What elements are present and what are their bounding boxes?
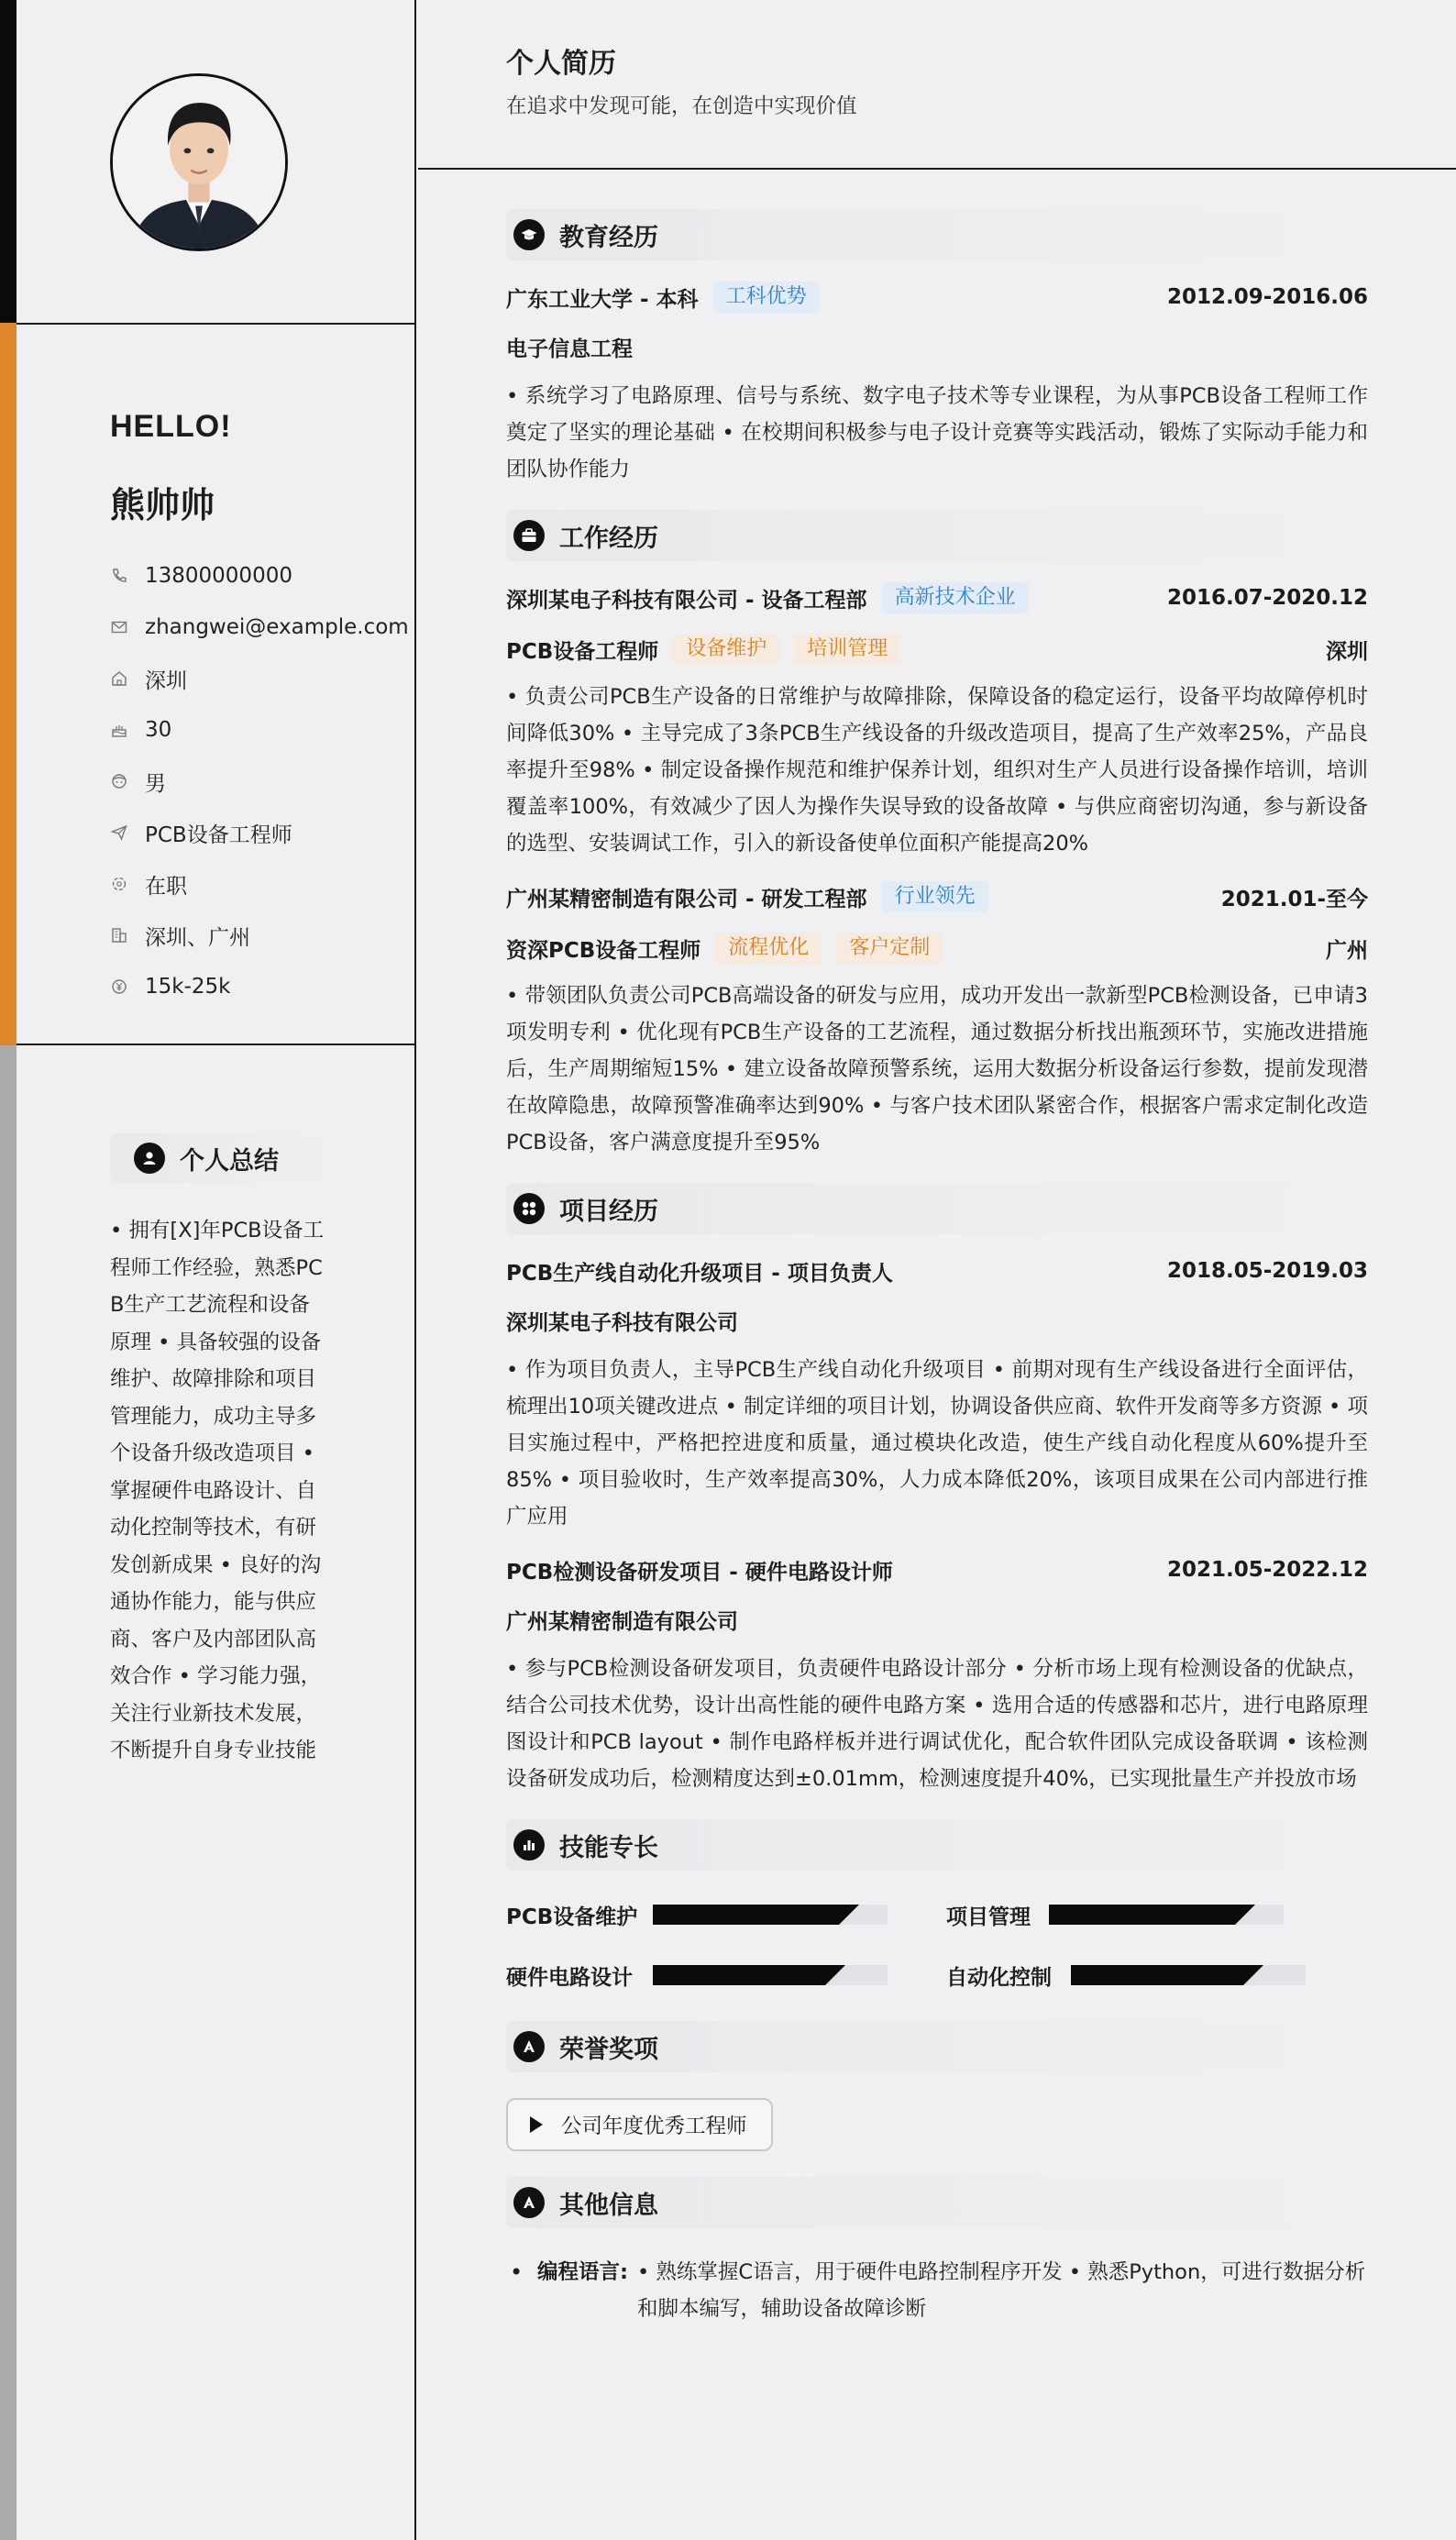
skill-bar-fill [1071,1965,1243,1985]
summary-title: 个人总结 [180,1146,279,1176]
projects-title: 项目经历 [559,1197,658,1226]
skills-section [506,1819,1368,1993]
info-location [110,653,413,704]
skill-name: PCB设备维护 [506,1905,638,1929]
accent-stripe-orange [0,323,17,1045]
skill-item [946,1896,1368,1933]
work-company: 广州某精密制造有限公司 - 研发工程部 [506,887,867,911]
info-phone-text: 13800000000 [145,564,292,588]
avatar-photo [113,76,285,248]
skill-bar [653,1965,888,1985]
award-item [506,2098,773,2151]
work-company-row [506,580,1368,616]
gender-icon [110,772,128,790]
project-description: • 作为项目负责人，主导PCB生产线自动化升级项目 • 前期对现有生产线设备进行全面评估，梳理出10项关键改进点 • 制定详细的项目计划，协调设备供应商、软件开发商等多方资源 • 项目实施过程中，严格把控进度和质量，通过模块化改造，使生产线自动化程度从60%提升至85% • 项目验收时，生产效率提高30%，人力成本降低20%，该项目成果在公司内部进行推广应用 [506,1358,1368,1529]
award-text: 公司年度优秀工程师 [561,2115,747,2138]
status-icon [110,875,128,893]
skill-item [506,1957,946,1993]
info-age-text: 30 [145,718,172,742]
other-title: 其他信息 [559,2191,658,2220]
work-section-header [506,510,1368,561]
education-section [506,209,1368,488]
skill-bar [653,1905,888,1925]
education-major-row [506,328,1368,365]
awards-section-header [506,2021,1368,2072]
project-company: 广州某精密制造有限公司 [506,1609,738,1634]
user-icon [134,1143,165,1174]
accent-stripe-black [0,0,17,323]
work-city: 深圳 [1326,639,1368,664]
info-status [110,858,413,910]
skill-name: 硬件电路设计 [506,1965,633,1990]
info-position [110,807,413,858]
project-date: 2021.05-2022.12 [1166,1558,1368,1582]
work-description: • 负责公司PCB生产设备的日常维护与故障排除，保障设备的稳定运行，设备平均故障停机时间降低30% • 主导完成了3条PCB生产线设备的升级改造项目，提高了生产效率25%，产品良率提升至98% • 制定设备操作规范和维护保养计划，组织对生产人员进行设备操作培训，培训覆盖率100%，有效减少了因人为操作失误导致的设备故障 • 与供应商密切沟通，参与新设备的选型、安装调试工作，引入的新设备使单位面积产能提高20% [506,685,1368,856]
project-name: PCB检测设备研发项目 - 硬件电路设计师 [506,1560,893,1585]
graduation-cap-icon [513,219,545,250]
info-position-text: PCB设备工程师 [145,823,292,847]
grid-icon [513,1193,545,1224]
work-entry [506,878,1368,1161]
work-company-tag: 行业领先 [882,881,988,912]
education-title: 教育经历 [559,223,658,252]
info-gender [110,756,413,807]
project-entry [506,1552,1368,1797]
accent-stripe-gray [0,1045,17,2540]
contact-info-list [110,550,413,1012]
info-status-text: 在职 [145,874,187,899]
projects-section [506,1183,1368,1797]
work-position: PCB设备工程师 [506,639,659,664]
award-icon [513,2031,545,2062]
sidebar [17,0,416,2540]
skills-section-header [506,1819,1368,1871]
other-item-label: 编程语言: [537,2260,628,2284]
info-salary [110,961,413,1012]
page-subtitle: 在追求中发现可能，在创造中实现价值 [506,94,857,118]
project-name-row [506,1253,1368,1289]
skills-grid [506,1896,1368,1993]
education-school: 广东工业大学 - 本科 [506,287,699,312]
project-name-row [506,1552,1368,1588]
info-cities [110,910,413,961]
work-company: 深圳某电子科技有限公司 - 设备工程部 [506,588,867,613]
project-entry [506,1253,1368,1535]
info-age [110,704,413,756]
work-skill-tag: 培训管理 [794,634,900,665]
work-skill-tag: 设备维护 [673,634,779,665]
skill-name: 项目管理 [946,1905,1031,1929]
education-date: 2012.09-2016.06 [1166,285,1368,309]
project-company-row [506,1601,1368,1638]
info-salary-text: 15k-25k [145,975,231,999]
project-company: 深圳某电子科技有限公司 [506,1310,738,1335]
project-description: • 参与PCB检测设备研发项目，负责硬件电路设计部分 • 分析市场上现有检测设备的优缺点，结合公司技术优势，设计出高性能的硬件电路方案 • 选用合适的传感器和芯片，进行电路原理图设计和PCB layout • 制作电路样板并进行调试优化，配合软件团队完成设备联调 • 该检测设备研发成功后，检测精度达到±0.01mm，检测速度提升40%，已实现批量生产并投放市场 [506,1657,1368,1791]
education-description: • 系统学习了电路原理、信号与系统、数字电子技术等专业课程，为从事PCB设备工程师工作奠定了坚实的理论基础 • 在校期间积极参与电子设计竞赛等实践活动，锻炼了实际动手能力和团队协作能力 [506,384,1368,481]
education-section-header [506,209,1368,260]
hello-heading: HELLO! [110,409,232,444]
skill-bar-fill [653,1965,825,1985]
header-divider [418,168,1456,170]
project-name: PCB生产线自动化升级项目 - 项目负责人 [506,1261,893,1286]
work-skill-tag: 流程优化 [715,933,822,964]
resume-sections [506,209,1368,2327]
work-position-row [506,631,1368,668]
page-title: 个人简历 [506,48,616,80]
home-icon [110,669,128,688]
work-position-row [506,930,1368,966]
bullet-icon: • [510,2259,524,2285]
work-section [506,510,1368,1161]
awards-section [506,2021,1368,2151]
briefcase-icon [513,520,545,551]
candidate-name: 熊帅帅 [110,485,215,525]
play-icon [530,2116,543,2133]
building-icon [110,926,128,944]
skill-bar-fill [1049,1905,1235,1925]
sidebar-divider [17,1044,416,1045]
sidebar-divider [17,323,416,325]
other-item-value: • 熟练掌握C语言，用于硬件电路控制程序开发 • 熟悉Python，可进行数据分析和脚本编写，辅助设备故障诊断 [637,2260,1366,2321]
other-section-header [506,2177,1368,2228]
award-icon [513,2187,545,2218]
education-major: 电子信息工程 [506,337,633,361]
education-row [506,279,1368,315]
skills-title: 技能专长 [559,1833,658,1862]
work-company-tag: 高新技术企业 [882,582,1029,613]
summary-section-header [110,1133,341,1183]
avatar [110,73,288,251]
other-item [506,2254,1368,2327]
send-icon [110,823,128,842]
work-date: 2016.07-2020.12 [1166,586,1368,610]
awards-title: 荣誉奖项 [559,2035,658,2064]
projects-section-header [506,1183,1368,1234]
skill-item [946,1957,1368,1993]
work-title: 工作经历 [559,524,658,553]
skill-name: 自动化控制 [946,1965,1052,1990]
info-email-text: zhangwei@example.com [145,615,409,639]
info-cities-text: 深圳、广州 [145,925,250,950]
skill-bar [1071,1965,1306,1985]
work-company-row [506,878,1368,915]
work-description: • 带领团队负责公司PCB高端设备的研发与应用，成功开发出一款新型PCB检测设备，已申请3项发明专利 • 优化现有PCB生产设备的工艺流程，通过数据分析找出瓶颈环节，实施改进措施后，生产周期缩短15% • 建立设备故障预警系统，运用大数据分析设备运行参数，提前发现潜在故障隐患，故障预警准确率达到90% • 与客户技术团队紧密合作，根据客户需求定制化改造PCB设备，客户满意度提升至95% [506,984,1368,1154]
info-email [110,602,413,653]
main-content [418,0,1456,2540]
info-phone [110,550,413,602]
mail-icon [110,618,128,636]
work-position: 资深PCB设备工程师 [506,938,701,963]
info-location-text: 深圳 [145,668,187,693]
work-skill-tag: 客户定制 [836,933,943,964]
bar-chart-icon [513,1829,545,1861]
project-date: 2018.05-2019.03 [1166,1259,1368,1283]
work-city: 广州 [1326,938,1368,963]
salary-icon [110,977,128,996]
skill-bar-fill [653,1905,839,1925]
phone-icon [110,567,128,585]
cake-icon [110,721,128,739]
skill-item [506,1896,946,1933]
project-company-row [506,1302,1368,1339]
summary-text: • 拥有[X]年PCB设备工程师工作经验，熟悉PCB生产工艺流程和设备原理 • 具备较强的设备维护、故障排除和项目管理能力，成功主导多个设备升级改造项目 • 掌握硬件电路设计、自动化控制等技术，有研发创新成果 • 良好的沟通协作能力，能与供应商、客户及内部团队高效合作 • 学习能力强，关注行业新技术发展，不断提升自身专业技能 [110,1219,325,1762]
other-section [506,2177,1368,2327]
work-entry [506,580,1368,862]
info-gender-text: 男 [145,771,166,796]
education-tag: 工科优势 [713,282,820,313]
work-date: 2021.01-至今 [1220,887,1368,911]
skill-bar [1049,1905,1284,1925]
